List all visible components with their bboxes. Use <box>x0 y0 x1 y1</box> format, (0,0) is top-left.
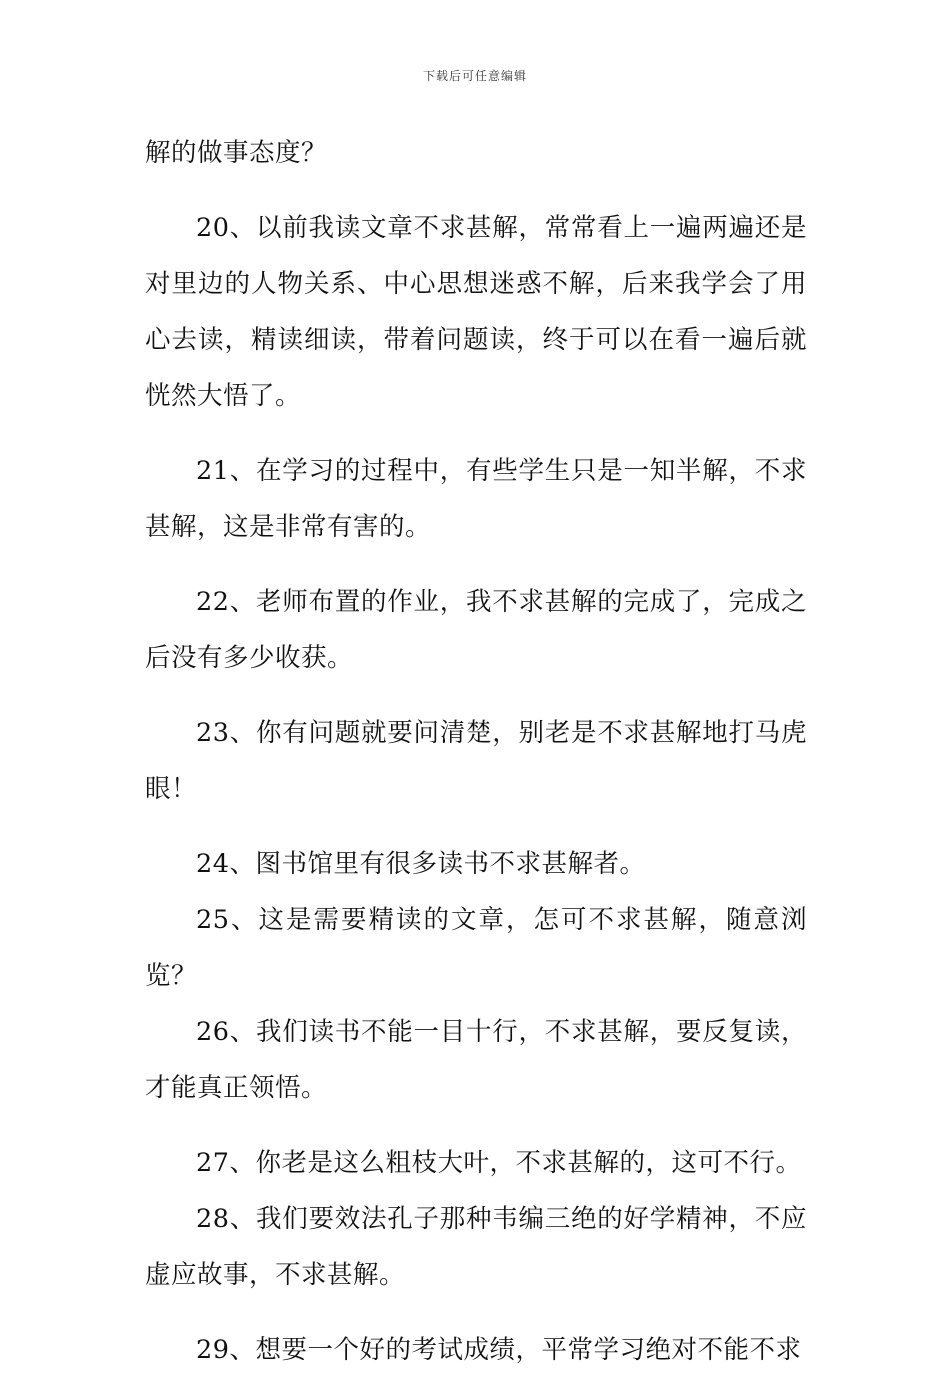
paragraph-21: 21、在学习的过程中，有些学生只是一知半解，不求甚解，这是非常有害的。 <box>145 456 807 542</box>
paragraph-23: 23、你有问题就要问清楚，别老是不求甚解地打马虎眼！ <box>145 718 807 804</box>
paragraph-continuation: 解的做事态度？ <box>145 138 328 168</box>
paragraph-28: 28、我们要效法孔子那种韦编三绝的好学精神，不应虚应故事，不求甚解。 <box>145 1204 807 1290</box>
paragraph-27: 27、你老是这么粗枝大叶，不求甚解的，这可不行。 <box>196 1148 802 1178</box>
paragraph-22: 22、老师布置的作业，我不求甚解的完成了，完成之后没有多少收获。 <box>145 587 807 673</box>
paragraph-20: 20、以前我读文章不求甚解，常常看上一遍两遍还是对里边的人物关系、中心思想迷惑不解，后来我学会了用心去读，精读细读，带着问题读，终于可以在看一遍后就恍然大悟了。 <box>145 213 807 411</box>
document-body <box>145 125 807 1397</box>
paragraph-24: 24、图书馆里有很多读书不求甚解者。 <box>196 849 646 879</box>
paragraph-26: 26、我们读书不能一目十行，不求甚解，要反复读，才能真正领悟。 <box>145 1017 807 1103</box>
paragraph-29: 29、想要一个好的考试成绩，平常学习绝对不能不求 <box>196 1335 802 1365</box>
page-header: 下载后可任意编辑 <box>422 69 527 83</box>
paragraph-25: 25、这是需要精读的文章，怎可不求甚解，随意浏览？ <box>145 905 807 991</box>
